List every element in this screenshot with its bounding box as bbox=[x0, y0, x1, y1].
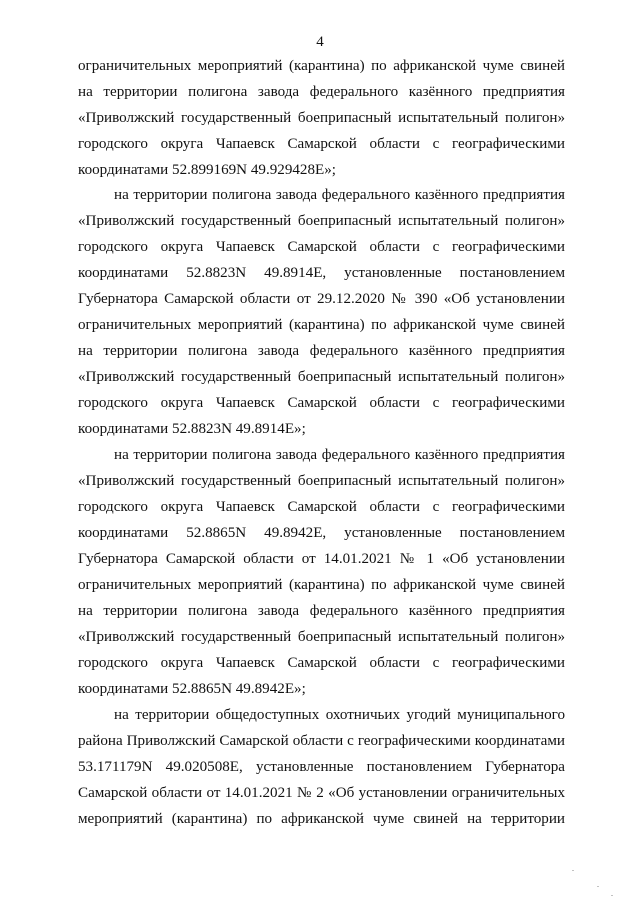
text-line: координатами 52.8865N 49.8942E»; bbox=[78, 681, 306, 697]
text-line: городского округа Чапаевск Самарской области с географическими bbox=[78, 239, 565, 255]
text-line: «Приволжский государственный боеприпасный испытательный полигон» bbox=[78, 473, 565, 489]
text-line: городского округа Чапаевск Самарской области с географическими bbox=[78, 499, 565, 515]
text-line: «Приволжский государственный боеприпасный испытательный полигон» bbox=[78, 629, 565, 645]
scan-artifact bbox=[597, 886, 599, 887]
text-line: координатами 52.8865N 49.8942E, установленные постановлением bbox=[78, 525, 565, 541]
text-line: на территории полигона завода федерального казённого предприятия bbox=[78, 603, 565, 619]
text-line: ограничительных мероприятий (карантина) по африканской чуме свиней bbox=[78, 58, 565, 74]
text-line: «Приволжский государственный боеприпасный испытательный полигон» bbox=[78, 213, 565, 229]
text-line: ограничительных мероприятий (карантина) по африканской чуме свиней bbox=[78, 577, 565, 593]
text-line: 53.171179N 49.020508E, установленные постановлением Губернатора bbox=[78, 759, 565, 775]
text-line: «Приволжский государственный боеприпасный испытательный полигон» bbox=[78, 110, 565, 126]
text-line: на территории полигона завода федерального казённого предприятия bbox=[78, 343, 565, 359]
paragraph-first-line: на территории общедоступных охотничьих угодий муниципального bbox=[114, 707, 565, 723]
text-line: городского округа Чапаевск Самарской области с географическими bbox=[78, 655, 565, 671]
scan-artifact bbox=[572, 870, 574, 871]
text-line: Губернатора Самарской области от 29.12.2020 № 390 «Об установлении bbox=[78, 291, 565, 307]
text-line: координатами 52.8823N 49.8914E, установленные постановлением bbox=[78, 265, 565, 281]
scan-artifact bbox=[611, 895, 613, 896]
text-line: координатами 52.899169N 49.929428E»; bbox=[78, 162, 336, 178]
page-number: 4 bbox=[316, 34, 324, 50]
text-line: ограничительных мероприятий (карантина) по африканской чуме свиней bbox=[78, 317, 565, 333]
text-line: Самарской области от 14.01.2021 № 2 «Об установлении ограничительных bbox=[78, 785, 565, 801]
text-line: координатами 52.8823N 49.8914E»; bbox=[78, 421, 306, 437]
paragraph-first-line: на территории полигона завода федерального казённого предприятия bbox=[114, 187, 565, 203]
text-line: городского округа Чапаевск Самарской области с географическими bbox=[78, 136, 565, 152]
text-line: «Приволжский государственный боеприпасный испытательный полигон» bbox=[78, 369, 565, 385]
text-line: района Приволжский Самарской области с географическими координатами bbox=[78, 733, 565, 749]
paragraph-first-line: на территории полигона завода федерального казённого предприятия bbox=[114, 447, 565, 463]
text-line: мероприятий (карантина) по африканской чуме свиней на территории bbox=[78, 811, 565, 827]
text-line: городского округа Чапаевск Самарской области с географическими bbox=[78, 395, 565, 411]
text-line: на территории полигона завода федерального казённого предприятия bbox=[78, 84, 565, 100]
text-line: Губернатора Самарской области от 14.01.2021 № 1 «Об установлении bbox=[78, 551, 565, 567]
